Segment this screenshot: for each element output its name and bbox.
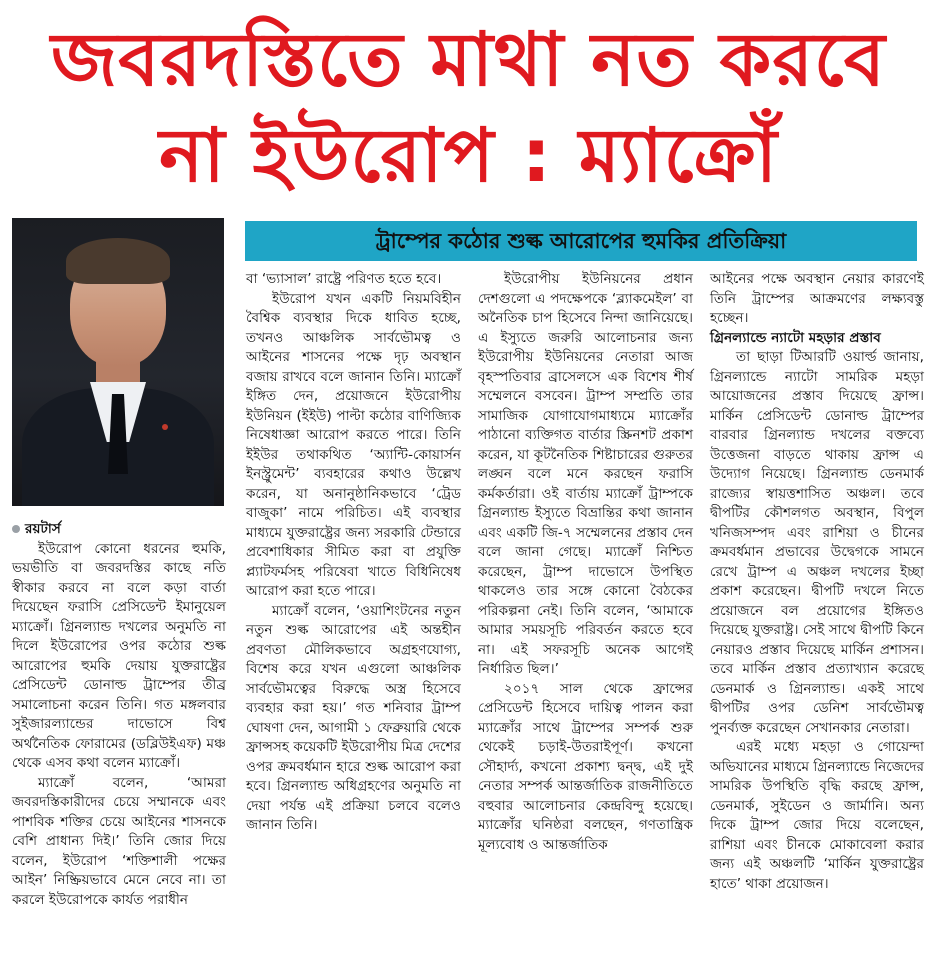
article-column-4: [710, 270, 924, 894]
macron-photo: [12, 218, 224, 506]
headline-line-2: না ইউরোপ : ম্যাক্রোঁ: [159, 113, 778, 199]
section-subheading: গ্রিনল্যান্ডে ন্যাটো মহড়ার প্রস্তাব: [710, 329, 881, 346]
headline-line-1: জবরদস্তিতে মাথা নত করবে: [51, 17, 886, 103]
article-column-1: [12, 520, 226, 910]
credit-label: রয়টার্স: [25, 521, 61, 537]
paragraph: ইউরোপীয় ইউনিয়নের প্রধান দেশগুলো এ পদক্ষেপকে ‘ব্ল্যাকমেইল’ বা অনৈতিক চাপ হিসেবে নিন্দা জানিয়েছে। এ ইস্যুতে জরুরি আলোচনার জন্য ইউরোপীয় ইউনিয়নের নেতারা আজ বৃহস্পতিবার ব্রাসেলসে এক বিশেষ শীর্ষ সম্মেলনে বসবেন। ট্রাম্প সম্প্রতি তার সামাজিক যোগাযোগমাধ্যমে ম্যাক্রোঁর পাঠানো ব্যক্তিগত বার্তার স্ক্রিনশট প্রকাশ করেন, যা কূটনৈতিক শিষ্টাচারের গুরুতর লঙ্ঘন বলে মনে করছেন ফরাসি কর্মকর্তারা। ওই বার্তায় ম্যাক্রোঁ ট্রাম্পকে গ্রিনল্যান্ড ইস্যুতে বিভ্রান্তির কথা জানান এবং একটি জি-৭ সম্মেলনের প্রস্তাব দেন বলে জানা গেছে। ম্যাক্রোঁ নিশ্চিত করেছেন, ট্রাম্প দাভোসে উপস্থিত থাকলেও তার সঙ্গে কোনো বৈঠকের পরিকল্পনা নেই। তিনি বলেন, ‘আমাকে আমার সময়সূচি পরিবর্তন করতে হবে না। এই সফরসূচি অনেক আগেই নির্ধারিত ছিল।’: [478, 271, 693, 677]
article-column-3: [478, 270, 693, 855]
photo-hair: [66, 238, 170, 284]
bullet-icon: [12, 525, 20, 533]
headline: [0, 12, 937, 204]
paragraph: এরই মধ্যে মহড়া ও গোয়েন্দা অভিযানের মাধ্যমে গ্রিনল্যান্ডে নিজেদের সামরিক উপস্থিতি বৃদ্ধি করছে ফ্রান্স, ডেনমার্ক, সুইডেন ও জার্মানি। অন্য দিকে ট্রাম্প জোর দিয়ে বলেছেন, রাশিয়া এবং চীনকে মোকাবেলা করার জন্য এই অঞ্চলটি ‘মার্কিন যুক্তরাষ্ট্রের হাতে’ থাকা প্রয়োজন।: [710, 739, 924, 892]
photo-lapel-pin: [162, 424, 168, 430]
subheadline-banner: ট্রাম্পের কঠোর শুল্ক আরোপের হুমকির প্রতিক্রিয়া: [245, 221, 917, 261]
paragraph: বা ‘ভ্যাসাল’ রাষ্ট্রে পরিণত হতে হবে।: [246, 271, 442, 287]
paragraph: ম্যাক্রোঁ বলেন, ‘আমরা জবরদস্তিকারীদের চেয়ে সম্মানকে এবং পাশবিক শক্তির চেয়ে আইনের শাসনকে বেশি প্রাধান্য দিই।’ তিনি জোর দিয়ে বলেন, ইউরোপ ‘শক্তিশালী পক্ষের আইন’ নিষ্ক্রিয়ভাবে মেনে নেবে না। তা করলে ইউরোপকে কার্যত পরাধীন: [12, 774, 226, 908]
paragraph: ২০১৭ সাল থেকে ফ্রান্সের প্রেসিডেন্ট হিসেবে দায়িত্ব পালন করা ম্যাক্রোঁর সাথে ট্রাম্পের সম্পর্ক শুরু থেকেই চড়াই-উতরাইপূর্ণ। কখনো সৌহার্দ্য, কখনো প্রকাশ্য দ্বন্দ্ব, এই দুই নেতার সম্পর্ক আন্তর্জাতিক রাজনীতিতে বহুবার আলোচনার কেন্দ্রবিন্দু হয়েছে। ম্যাক্রোঁর ঘনিষ্ঠরা বলছেন, গণতান্ত্রিক মূল্যবোধ ও আন্তর্জাতিক: [478, 680, 693, 853]
photo-credit: [12, 520, 226, 540]
paragraph: তা ছাড়া টিআরটি ওয়ার্ল্ড জানায়, গ্রিনল্যান্ডে ন্যাটো সামরিক মহড়া আয়োজনের প্রস্তাব দিয়েছে ফ্রান্স। মার্কিন প্রেসিডেন্ট ডোনাল্ড ট্রাম্পের বারবার গ্রিনল্যান্ড দখলের বক্তব্যে উত্তেজনা বাড়তে থাকায় ফ্রান্স এ উদ্যোগ নিয়েছে। গ্রিনল্যান্ড ডেনমার্ক রাজ্যের স্বায়ত্তশাসিত অঞ্চল। তবে দ্বীপটির কৌশলগত অবস্থান, বিপুল খনিজসম্পদ এবং রাশিয়া ও চীনের ক্রমবর্ধমান প্রভাবের উদ্বেগকে সামনে রেখে ট্রাম্প এ অঞ্চল দখলের ইচ্ছা প্রকাশ করেছেন। দ্বীপটি দখলে নিতে প্রয়োজনে বল প্রয়োগের ইঙ্গিতও দিয়েছে যুক্তরাষ্ট্র। সেই সাথে দ্বীপটি কিনে নেয়ারও প্রস্তাব দিয়েছে মার্কিন প্রশাসন। তবে মার্কিন প্রস্তাব প্রত্যাখ্যান করেছে ডেনমার্ক ও গ্রিনল্যান্ড। একই সাথে দ্বীপটির ওপর ডেনিশ সার্বভৌমত্ব পুনর্ব্যক্ত করেছেন সেখানকার নেতারা।: [710, 349, 925, 736]
paragraph: ইউরোপ কোনো ধরনের হুমকি, ভয়ভীতি বা জবরদস্তির কাছে নতি স্বীকার করবে না বলে কড়া বার্তা দিয়েছেন ফরাসি প্রেসিডেন্ট ইমানুয়েল ম্যাক্রোঁ। গ্রিনল্যান্ড দখলের অনুমতি না দিলে ইউরোপের ওপর কঠোর শুল্ক আরোপের হুমকি দেয়ায় যুক্তরাষ্ট্রের প্রেসিডেন্ট ডোনাল্ড ট্রাম্পের তীব্র সমালোচনা করেন তিনি। গত মঙ্গলবার সুইজারল্যান্ডের দাভোসে বিশ্ব অর্থনৈতিক ফোরামের (ডব্লিউইএফ) মঞ্চ থেকে এসব কথা বলেন ম্যাক্রোঁ।: [12, 540, 226, 771]
article-column-2: [246, 270, 461, 836]
paragraph: আইনের পক্ষে অবস্থান নেয়ার কারণেই তিনি ট্রাম্পের আক্রমণের লক্ষ্যবস্তু হচ্ছেন।: [710, 271, 924, 326]
paragraph: ম্যাক্রোঁ বলেন, ‘ওয়াশিংটনের নতুন নতুন শুল্ক আরোপের এই অন্তহীন প্রবণতা মৌলিকভাবে অগ্রহণযোগ্য, বিশেষ করে যখন এগুলো আঞ্চলিক সার্বভৌমত্বের বিরুদ্ধে অস্ত্র হিসেবে ব্যবহার করা হয়।’ গত শনিবার ট্রাম্প ঘোষণা দেন, আগামী ১ ফেব্রুয়ারি থেকে ফ্রান্সসহ কয়েকটি ইউরোপীয় মিত্র দেশের ওপর ক্রমবর্ধমান হারে শুল্ক আরোপ করা হবে। গ্রিনল্যান্ড অধিগ্রহণের অনুমতি না দেয়া পর্যন্ত এই প্রক্রিয়া চলবে বলেও জানান তিনি।: [246, 602, 461, 833]
paragraph: ইউরোপ যখন একটি নিয়মবিহীন বৈশ্বিক ব্যবস্থার দিকে ধাবিত হচ্ছে, তখনও আঞ্চলিক সার্বভৌমত্ব ও আইনের শাসনের পক্ষে দৃঢ় অবস্থান বজায় রাখবে বলে জানান তিনি। ম্যাক্রোঁ ইঙ্গিত দেন, প্রয়োজনে ইউরোপীয় ইউনিয়ন (ইইউ) পাল্টা কঠোর বাণিজ্যিক নিষেধাজ্ঞা আরোপ করতে পারে। তিনি ইইউর তথাকথিত ‘অ্যান্টি-কোয়ার্সন ইনস্ট্রুমেন্ট’ ব্যবহারের কথাও উল্লেখ করেন, যা অনানুষ্ঠানিকভাবে ‘ট্রেড বাজুকা’ নামে পরিচিত। এই ব্যবস্থার মাধ্যমে যুক্তরাষ্ট্রের জন্য সরকারি টেন্ডারে প্রবেশাধিকার সীমিত করা বা প্রযুক্তি প্ল্যাটফর্মসহ পরিষেবা খাতে বিধিনিষেধ আরোপ করা হতে পারে।: [246, 290, 461, 599]
